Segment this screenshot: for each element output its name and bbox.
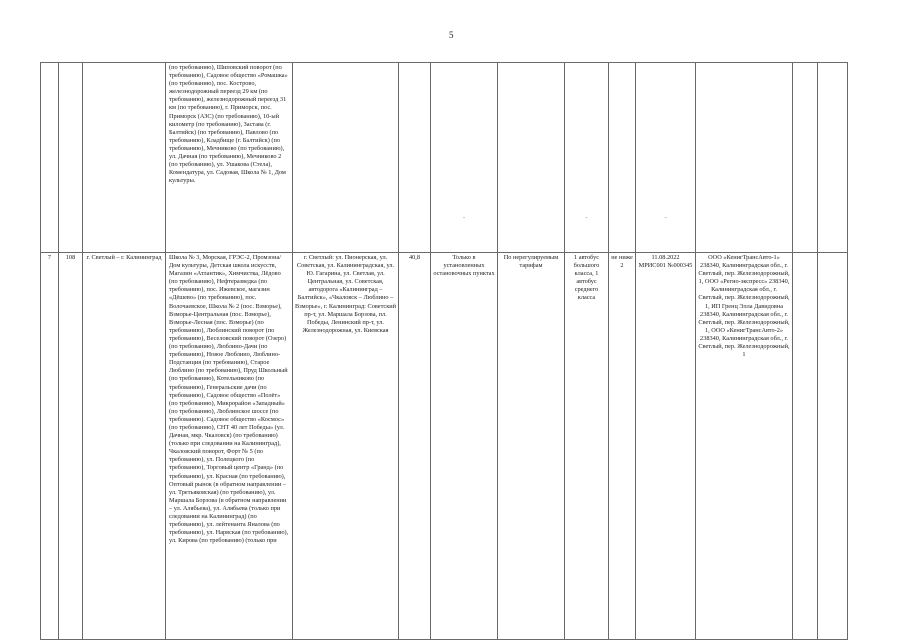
cell-length bbox=[399, 63, 431, 253]
cell-streets: г. Светлый: ул. Пионерская, ул. Советская, ул. Калининградская, ул. Ю. Гагарина, ул. Светлая, ул. Центральная, ул. Советская, автодорога «Калининград – Балтийск», «Чкаловск – Люблино – Взморье», г. Калининград: Советский пр-т, ул. Маршала Борзова, пл. Победы, Ленинский пр-т, ул. Железнодорожная, ул. Киевская bbox=[293, 253, 399, 640]
cell-stops: (по требованию), Шиповский поворот (по требованию), Садовое общество «Ромашка» (по требованию), пос. Кострово, железнодорожный переезд 29 км (по требованию), железнодорожный переезд 31 км (по требованию), г. Приморск, пос. Приморск (АЗС) (по требованию), 10-ый километр (по требованию), Застава (г. Балтийск) (по требованию), Павлово (по требованию), Кладбище (г. Балтийск) (по требованию), Мечниково (по требованию), ул. Дачная (по требованию), Мечниково 2 (по требованию), ул. Ушакова (Стела), Комендатура, ул. Садовая, Школа № 1, Дом культуры. bbox=[166, 63, 293, 253]
cell-tariff: По нерегулируемым тарифам bbox=[498, 253, 565, 640]
cell-env-class bbox=[609, 63, 636, 253]
cell-length: 40,8 bbox=[399, 253, 431, 640]
cell-empty-2 bbox=[818, 253, 848, 640]
cell-stops: Школа № 3, Морская, ГРЭС-2, Промзона/Дом культуры, Детская школа искусств, Магазин «Атлантик», Химчистка, Лёдово (по требованию), Нефтеразведка (по требованию), пос. Ижевское, магазин «Дёшево» (по требованию), пос. Волочаевское, Школа № 2 (пос. Взморье), Взморье-Центральная (пос. Взморье), Взморье-Лесная (пос. Взморье) (по требованию), Люблинский поворот (по требованию), Веселовский поворот (Озеро) (по требованию), Люблино-Дачи (по требованию), Новое Люблино, Люблино-Подстанция (по требованию), Старое Люблино (по требованию), Пруд Школьный (по требованию), Котельниково (по требованию), Генеральские дачи (по требованию), Садовое общество «Полёт» (по требованию), Микрорайон «Западный» (по требованию), Люблинское шоссе (по требованию). Садовое общество «Космос» (по требованию), СНТ 40 лет Победы» (ул. Дачная, мкр. Чкаловск) (по требованию) (только при следовании на Калининград), Чкаловский поворот, Форт № 5 (по требованию), ул. Полецкого (по требованию), Торговый центр «Гранд» (по требованию), ул. Красная (по требованию), Оптовый рынок (в обратном направлении – ул. Третьяковская) (по требованию), ул. Маршала Борзова (в обратном направлении – ул. Алябьева), ул. Алябьева (только при следовании на Калининград) (по требованию), ул. лейтенанта Яналова (по требованию), ул. Нарвская (по требованию), ул. Кирова (по требованию) (только при bbox=[166, 253, 293, 640]
cell-empty-2 bbox=[818, 63, 848, 253]
cell-carrier bbox=[696, 63, 793, 253]
cell-carrier: ООО «КенигТрансАвто-1» 238340, Калининградская обл., г. Светлый, пер. Железнодорожный, 1, ООО «Регио-экспресс» 238340, Калининградская обл., г. Светлый, пер. Железнодорожный, 1, ИП Гренц Элла Давидовна 238340, Калининградская обл., г. Светлый, пер. Железнодорожный, 1, ООО «КенигТрансАвто-2» 238340, Калининградская обл., г. Светлый, пер. Железнодорожный, 1 bbox=[696, 253, 793, 640]
table-row bbox=[41, 253, 848, 640]
cell-route-no: 108 bbox=[59, 253, 83, 640]
cell-start-date: - bbox=[636, 63, 696, 253]
cell-empty-1 bbox=[793, 63, 818, 253]
cell-streets bbox=[293, 63, 399, 253]
cell-route-name bbox=[83, 63, 166, 253]
cell-empty-1 bbox=[793, 253, 818, 640]
cell-num bbox=[41, 63, 59, 253]
cell-vehicles: - bbox=[565, 63, 609, 253]
cell-env-class: не ниже 2 bbox=[609, 253, 636, 640]
cell-route-name: г. Светлый – г. Калининград bbox=[83, 253, 166, 640]
page-number: 5 bbox=[449, 30, 454, 40]
cell-num: 7 bbox=[41, 253, 59, 640]
routes-table bbox=[40, 62, 848, 640]
cell-vehicles: 1 автобус большого класса, 1 автобус среднего класса bbox=[565, 253, 609, 640]
cell-stop-mode: Только в установленных остановочных пунктах bbox=[431, 253, 498, 640]
table-row bbox=[41, 63, 848, 253]
cell-stop-mode: - bbox=[431, 63, 498, 253]
cell-start-date: 11.08.2022 МРИС001 №000345 bbox=[636, 253, 696, 640]
cell-tariff bbox=[498, 63, 565, 253]
cell-route-no bbox=[59, 63, 83, 253]
